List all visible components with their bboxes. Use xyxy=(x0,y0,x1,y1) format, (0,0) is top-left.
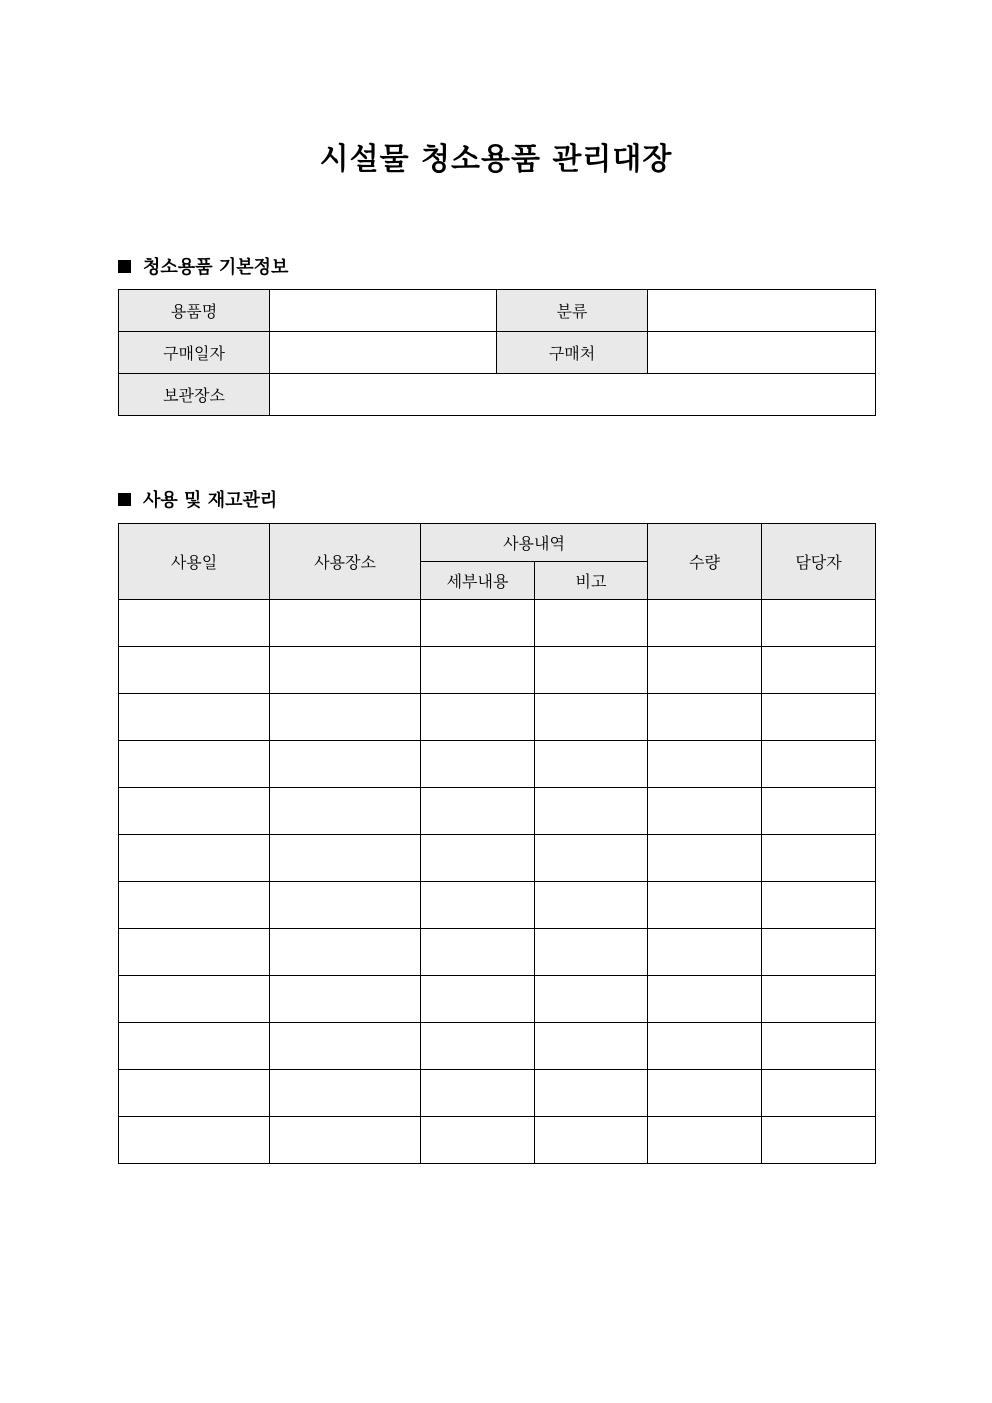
cell-manager[interactable] xyxy=(762,741,876,788)
basic-info-table xyxy=(118,289,876,416)
table-row xyxy=(119,929,876,976)
table-row xyxy=(119,788,876,835)
square-bullet-icon xyxy=(118,260,131,273)
cell-quantity[interactable] xyxy=(648,976,762,1023)
col-header-manager: 담당자 xyxy=(762,524,876,600)
cell-details[interactable] xyxy=(421,741,535,788)
cell-manager[interactable] xyxy=(762,647,876,694)
cell-place[interactable] xyxy=(270,835,421,882)
cell-manager[interactable] xyxy=(762,882,876,929)
cell-date[interactable] xyxy=(119,788,270,835)
page-title: 시설물 청소용품 관리대장 xyxy=(319,142,673,177)
storage-field[interactable] xyxy=(270,374,876,416)
cell-date[interactable] xyxy=(119,882,270,929)
col-header-remarks: 비고 xyxy=(535,562,648,600)
table-row xyxy=(119,694,876,741)
cell-place[interactable] xyxy=(270,1070,421,1117)
vendor-field[interactable] xyxy=(648,332,876,374)
cell-details[interactable] xyxy=(421,976,535,1023)
square-bullet-icon xyxy=(118,493,131,506)
vendor-label: 구매처 xyxy=(497,332,648,374)
purchase-date-label: 구매일자 xyxy=(119,332,270,374)
category-label: 분류 xyxy=(497,290,648,332)
cell-place[interactable] xyxy=(270,929,421,976)
table-row xyxy=(119,600,876,647)
cell-manager[interactable] xyxy=(762,600,876,647)
cell-place[interactable] xyxy=(270,741,421,788)
cell-remarks[interactable] xyxy=(535,929,648,976)
cell-quantity[interactable] xyxy=(648,647,762,694)
table-row xyxy=(119,741,876,788)
cell-manager[interactable] xyxy=(762,1070,876,1117)
cell-place[interactable] xyxy=(270,1117,421,1164)
cell-manager[interactable] xyxy=(762,976,876,1023)
cell-remarks[interactable] xyxy=(535,788,648,835)
table-row xyxy=(119,332,876,374)
cell-date[interactable] xyxy=(119,1023,270,1070)
cell-manager[interactable] xyxy=(762,1117,876,1164)
cell-quantity[interactable] xyxy=(648,788,762,835)
table-row xyxy=(119,290,876,332)
cell-place[interactable] xyxy=(270,1023,421,1070)
section-heading-label: 청소용품 기본정보 xyxy=(143,257,289,278)
cell-quantity[interactable] xyxy=(648,882,762,929)
category-field[interactable] xyxy=(648,290,876,332)
cell-details[interactable] xyxy=(421,835,535,882)
table-row xyxy=(119,882,876,929)
cell-remarks[interactable] xyxy=(535,694,648,741)
cell-manager[interactable] xyxy=(762,929,876,976)
cell-place[interactable] xyxy=(270,976,421,1023)
cell-place[interactable] xyxy=(270,694,421,741)
cell-manager[interactable] xyxy=(762,1023,876,1070)
cell-quantity[interactable] xyxy=(648,1070,762,1117)
purchase-date-field[interactable] xyxy=(270,332,497,374)
table-row xyxy=(119,1023,876,1070)
table-row xyxy=(119,976,876,1023)
col-header-history: 사용내역 xyxy=(421,524,648,562)
cell-remarks[interactable] xyxy=(535,600,648,647)
col-header-details: 세부내용 xyxy=(421,562,535,600)
col-header-quantity: 수량 xyxy=(648,524,762,600)
usage-table xyxy=(118,523,876,1164)
cell-date[interactable] xyxy=(119,929,270,976)
cell-quantity[interactable] xyxy=(648,835,762,882)
cell-remarks[interactable] xyxy=(535,976,648,1023)
cell-date[interactable] xyxy=(119,694,270,741)
cell-manager[interactable] xyxy=(762,694,876,741)
cell-date[interactable] xyxy=(119,741,270,788)
cell-date[interactable] xyxy=(119,1117,270,1164)
cell-details[interactable] xyxy=(421,788,535,835)
usage-table-body xyxy=(119,600,876,1164)
cell-remarks[interactable] xyxy=(535,647,648,694)
cell-remarks[interactable] xyxy=(535,835,648,882)
cell-date[interactable] xyxy=(119,835,270,882)
cell-remarks[interactable] xyxy=(535,1117,648,1164)
section-heading-usage xyxy=(118,486,277,512)
cell-remarks[interactable] xyxy=(535,741,648,788)
cell-details[interactable] xyxy=(421,882,535,929)
cell-quantity[interactable] xyxy=(648,929,762,976)
cell-details[interactable] xyxy=(421,1070,535,1117)
cell-quantity[interactable] xyxy=(648,741,762,788)
cell-remarks[interactable] xyxy=(535,882,648,929)
cell-details[interactable] xyxy=(421,694,535,741)
item-name-label: 용품명 xyxy=(119,290,270,332)
cell-place[interactable] xyxy=(270,600,421,647)
table-row xyxy=(119,647,876,694)
cell-remarks[interactable] xyxy=(535,1023,648,1070)
cell-date[interactable] xyxy=(119,647,270,694)
cell-details[interactable] xyxy=(421,647,535,694)
section-heading-label: 사용 및 재고관리 xyxy=(143,490,278,511)
cell-place[interactable] xyxy=(270,647,421,694)
section-heading-basic-info xyxy=(118,253,288,279)
cell-manager[interactable] xyxy=(762,788,876,835)
cell-quantity[interactable] xyxy=(648,1117,762,1164)
table-row xyxy=(119,835,876,882)
cell-quantity[interactable] xyxy=(648,694,762,741)
cell-quantity[interactable] xyxy=(648,600,762,647)
cell-place[interactable] xyxy=(270,788,421,835)
cell-place[interactable] xyxy=(270,882,421,929)
table-row xyxy=(119,374,876,416)
cell-remarks[interactable] xyxy=(535,1070,648,1117)
storage-label: 보관장소 xyxy=(119,374,270,416)
item-name-field[interactable] xyxy=(270,290,497,332)
cell-date[interactable] xyxy=(119,1070,270,1117)
cell-date[interactable] xyxy=(119,976,270,1023)
table-row xyxy=(119,1117,876,1164)
cell-details[interactable] xyxy=(421,600,535,647)
col-header-place: 사용장소 xyxy=(270,524,421,600)
cell-quantity[interactable] xyxy=(648,1023,762,1070)
cell-date[interactable] xyxy=(119,600,270,647)
cell-details[interactable] xyxy=(421,1117,535,1164)
cell-details[interactable] xyxy=(421,1023,535,1070)
cell-manager[interactable] xyxy=(762,835,876,882)
table-header-row xyxy=(119,524,876,562)
col-header-date: 사용일 xyxy=(119,524,270,600)
cell-details[interactable] xyxy=(421,929,535,976)
table-row xyxy=(119,1070,876,1117)
